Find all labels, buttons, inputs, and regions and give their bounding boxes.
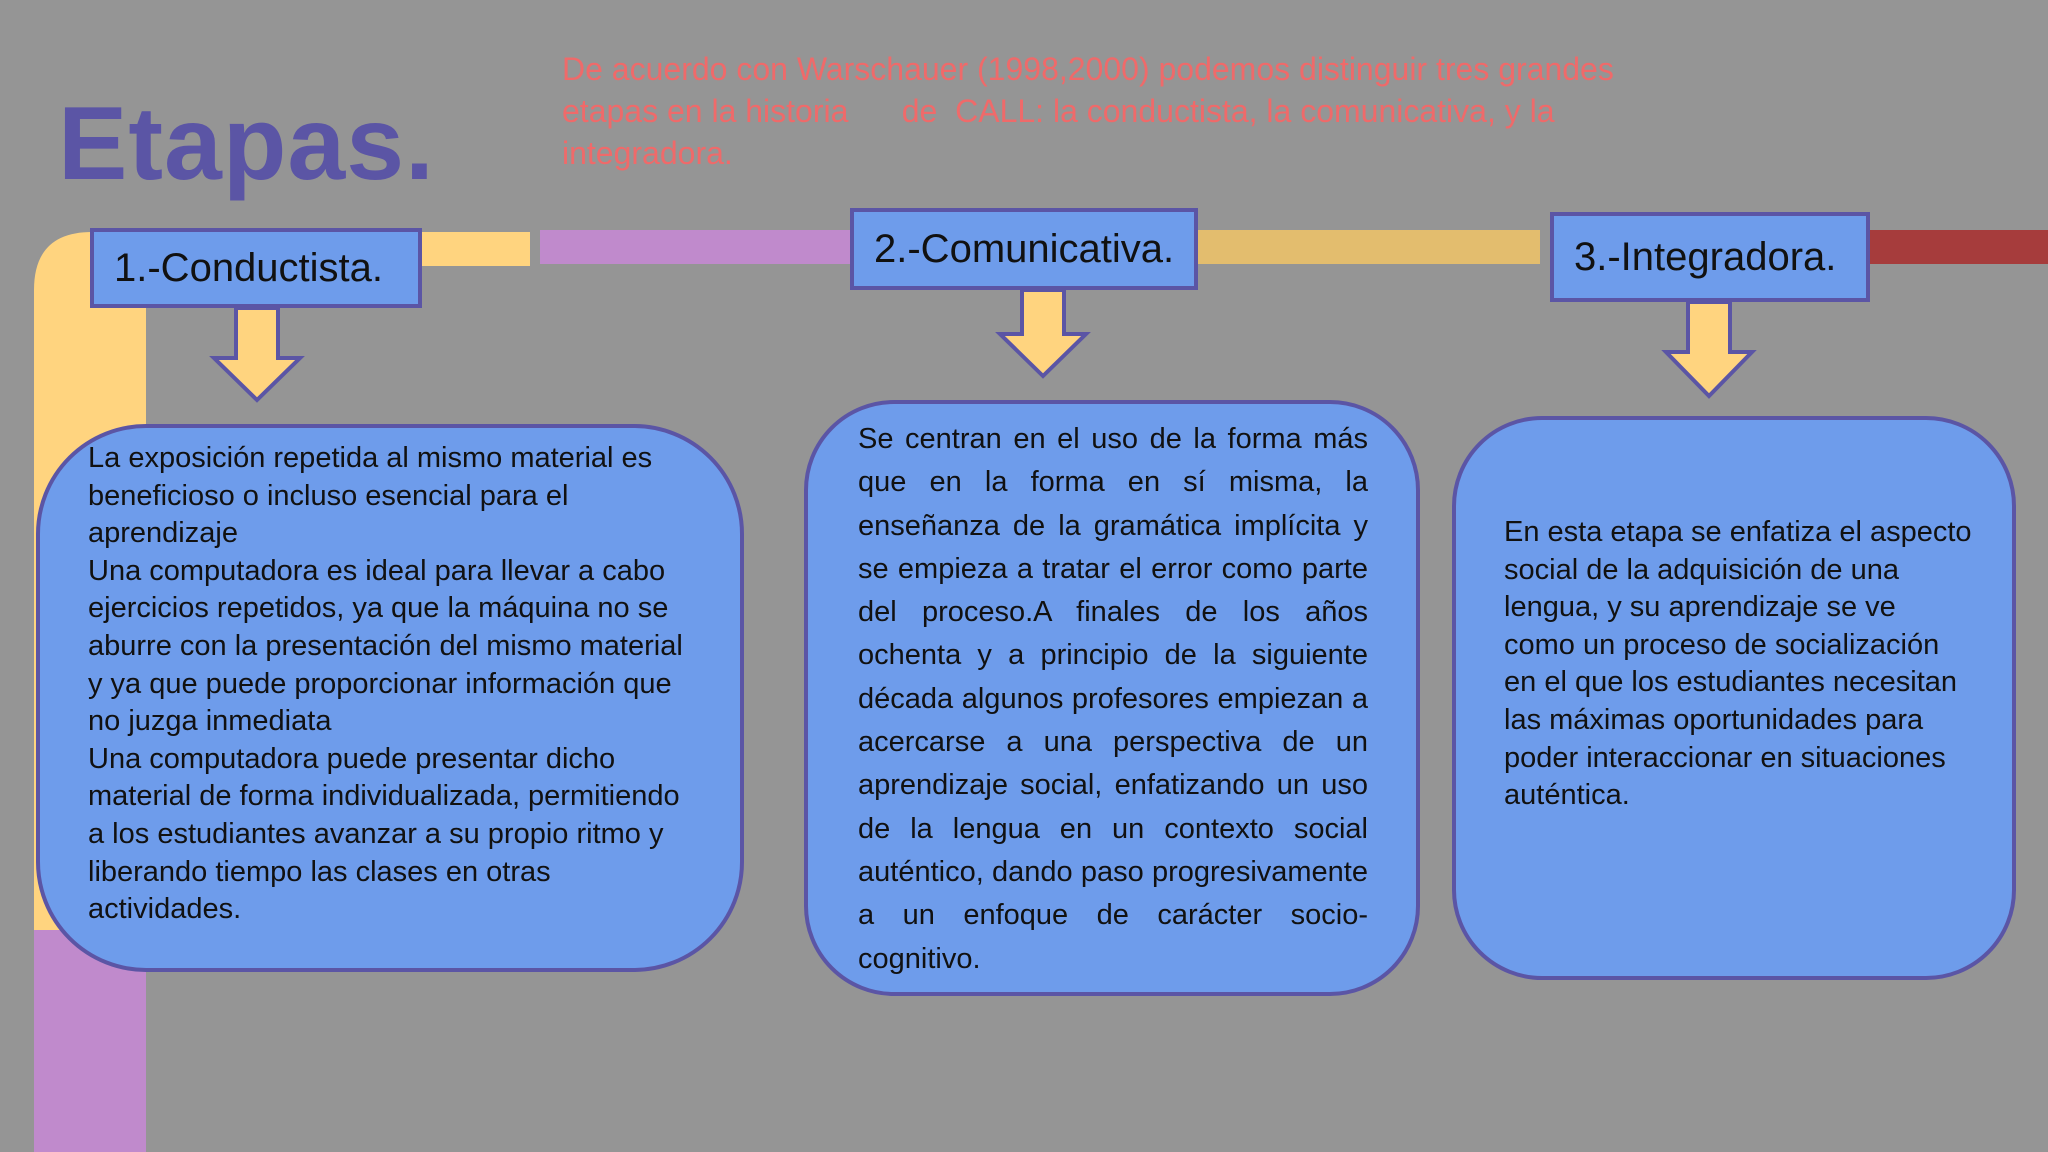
intro-text: De acuerdo con Warschauer (1998,2000) podemos distinguir tres grandes etapas en la historia de CALL: la conductista, la comunicativa, y la integradora. [562,51,1614,171]
stage-1-description-box [36,424,744,972]
stage-3-label-box [1550,212,1870,302]
stage-2-description-box [804,400,1420,996]
timeline-band-purple [540,230,852,264]
page-title: Etapas. [58,86,435,202]
down-arrow-icon [1662,300,1756,398]
down-arrow-icon [996,288,1090,378]
stage-2-label: 2.-Comunicativa. [874,226,1175,271]
stage-2-paragraph: Se centran en el uso de la forma más que en la forma en sí misma, la enseñanza de la gramática implícita y se empieza a tratar el error como parte del proceso.A finales de los años ochenta y a principio de la siguiente década algunos profesores empiezan a acercarse a una perspectiva de un aprendizaje social, enfatizando un uso de la lengua en un contexto social auténtico, dando paso progresivamente a un enfoque de carácter socio-cognitivo. [858,423,1368,975]
stage-1-paragraph: Una computadora es ideal para llevar a cabo ejercicios repetidos, ya que la máquina no se aburre con la presentación del mismo material y ya que puede proporcionar información que no juzga inmediata [88,554,683,738]
down-arrow-icon [210,306,304,402]
stage-3-label: 3.-Integradora. [1574,234,1837,279]
stage-1-paragraph: La exposición repetida al mismo material es beneficioso o incluso esencial para el aprendizaje [88,442,653,550]
stage-1-label: 1.-Conductista. [114,245,384,290]
stage-3-description-box [1452,416,2016,980]
timeline-band-gold [1196,230,1540,264]
stage-2-label-box [850,208,1198,290]
timeline-band-red [1870,230,2048,264]
stage-1-label-box [90,228,422,308]
stage-3-paragraph: En esta etapa se enfatiza el aspecto social de la adquisición de una lengua, y su aprendizaje se ve como un proceso de socialización en el que los estudiantes necesitan las máximas oportunidades para poder interaccionar en situaciones auténtica. [1504,516,1972,812]
stage-1-paragraph: Una computadora puede presentar dicho material de forma individualizada, permitiendo a los estudiantes avanzar a su propio ritmo y liberando tiempo las clases en otras actividades. [88,742,680,926]
